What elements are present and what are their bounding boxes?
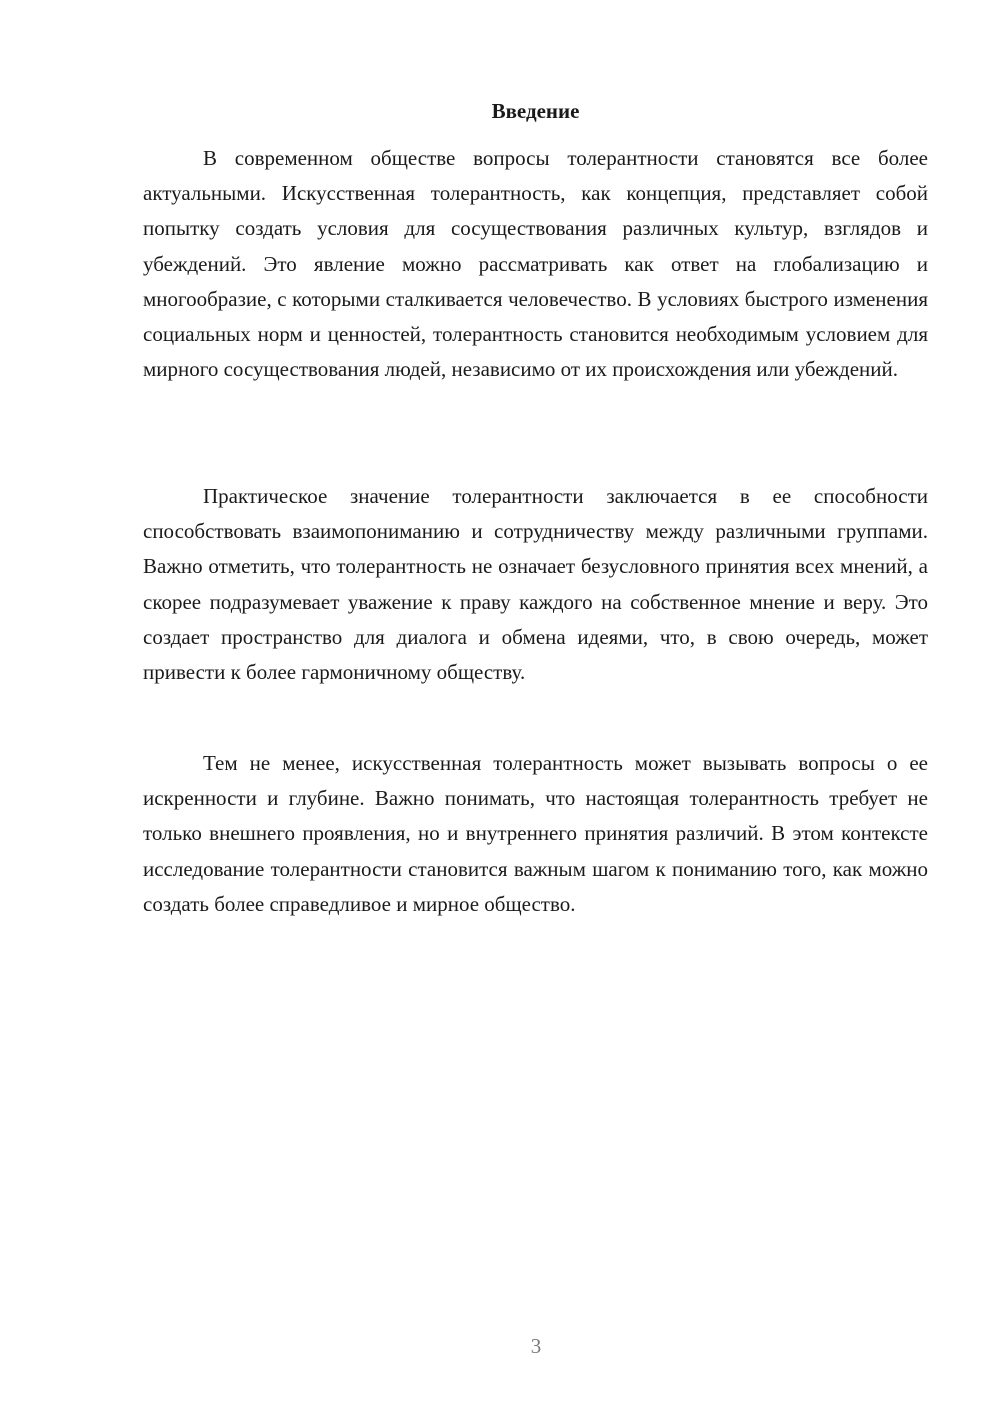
- paragraph-3: Тем не менее, искусственная толерантность может вызывать вопросы о ее искренности и глубине. Важно понимать, что настоящая толерантность требует не только внешнего проявления, но и внутреннего принятия различий. В этом контексте исследование толерантности становится важным шагом к пониманию того, как можно создать более справедливое и мирное общество.: [143, 751, 928, 916]
- page-title: Введение: [491, 99, 580, 123]
- paragraph-2: Практическое значение толерантности заключается в ее способности способствовать взаимопониманию и сотрудничеству между различными группами. Важно отметить, что толерантность не означает безусловного принятия всех мнений, а скорее подразумевает уважение к праву каждого на собственное мнение и веру. Это создает пространство для диалога и обмена идеями, что, в свою очередь, может привести к более гармоничному обществу.: [143, 484, 928, 685]
- paragraph-1: В современном обществе вопросы толерантности становятся все более актуальными. Искусственная толерантность, как концепция, представляет собой попытку создать условия для сосуществования различных культур, взглядов и убеждений. Это явление можно рассматривать как ответ на глобализацию и многообразие, с которыми сталкивается человечество. В условиях быстрого изменения социальных норм и ценностей, толерантность становится необходимым условием для мирного сосуществования людей, независимо от их происхождения или убеждений.: [143, 146, 928, 382]
- page-number: 3: [530, 1334, 542, 1358]
